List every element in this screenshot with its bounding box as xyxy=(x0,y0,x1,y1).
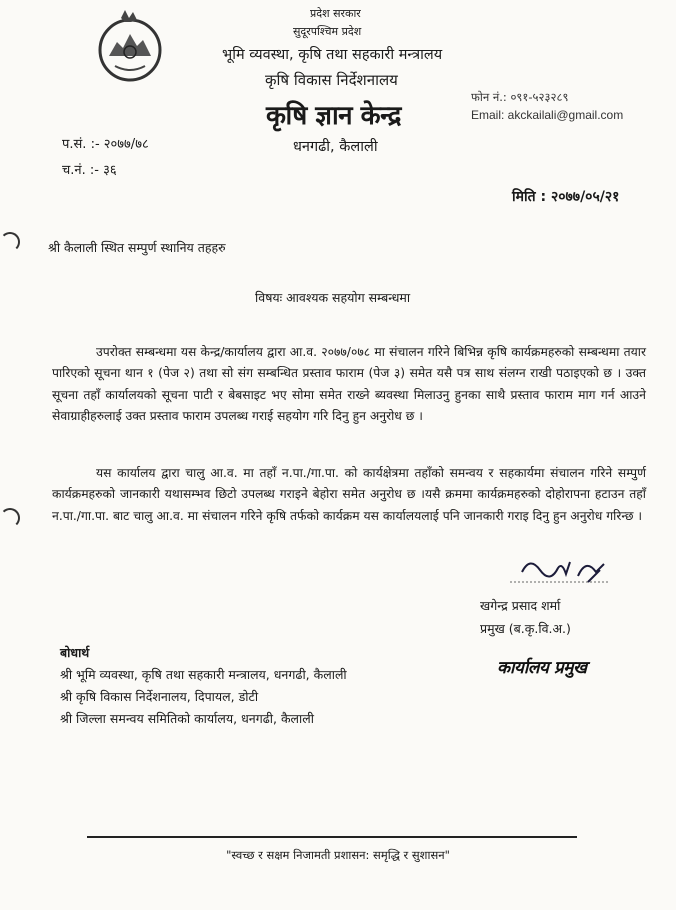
nepal-emblem-icon xyxy=(95,8,165,84)
punch-hole-mark xyxy=(0,508,20,528)
cc-item: श्री कृषि विकास निर्देशनालय, दिपायल, डोटी xyxy=(60,689,259,704)
cc-item: श्री जिल्ला समन्वय समितिको कार्यालय, धनगढी, कैलाली xyxy=(60,711,314,726)
office-name: कृषि ज्ञान केन्द्र xyxy=(266,101,401,131)
office-head-stamp: कार्यालय प्रमुख xyxy=(497,658,587,678)
punch-hole-mark xyxy=(0,232,20,252)
cc-heading: बोधार्थ xyxy=(60,645,90,660)
body-paragraph-2: यस कार्यालय द्वारा चालु आ.व. मा तहाँ न.पा./गा.पा. को कार्यक्षेत्रमा तहाँको समन्वय र सहकार्यमा संचालन गरिने सम्पुर्ण कार्यक्रमहरुको जानकारी यथासम्भव छिटो उपलब्ध गराइने बेहोरा समेत अनुरोध छ ।यसै क्रममा कार्यक्रमहरुको दोहोरापना हटाउन तहाँ न.पा./गा.पा. बाट चालु आ.व. मा संचालन गरिने कृषि तर्फको कार्यक्रम यस कार्यालयलाई पनि जानकारी गराइ दिनु हुन अनुरोध गरिन्छ । xyxy=(52,466,646,523)
cc-item: श्री भूमि व्यवस्था, कृषि तथा सहकारी मन्त्रालय, धनगढी, कैलाली xyxy=(60,667,347,682)
phone-number: फोन नं.: ०९१-५२३२८९ xyxy=(471,90,569,104)
footer-slogan: "स्वच्छ र सक्षम निजामती प्रशासन: समृद्धि र सुशासन" xyxy=(226,848,450,862)
header-line-province: सुदूरपश्चिम प्रदेश xyxy=(293,25,362,38)
header-line-province-govt: प्रदेश सरकार xyxy=(310,7,361,20)
letter-reference-number: प.सं. :- २०७७/७८ xyxy=(62,137,149,152)
letter-date: मिति : २०७७/०५/२१ xyxy=(512,189,620,205)
signatory-name: खगेन्द्र प्रसाद शर्मा xyxy=(480,598,561,613)
subject-line: विषयः आवश्यक सहयोग सम्बन्धमा xyxy=(255,290,411,305)
office-location: धनगढी, कैलाली xyxy=(293,139,378,155)
signatory-title: प्रमुख (ब.कृ.वि.अ.) xyxy=(480,621,571,636)
email-address[interactable]: Email: akckailali@gmail.com xyxy=(471,108,624,122)
addressee: श्री कैलाली स्थित सम्पुर्ण स्थानिय तहहरु xyxy=(48,240,226,255)
dispatch-number: च.नं. :- ३६ xyxy=(62,163,117,178)
header-line-ministry: भूमि व्यवस्था, कृषि तथा सहकारी मन्त्रालय xyxy=(222,47,443,63)
footer-divider xyxy=(87,836,577,838)
body-paragraph-1: उपरोक्त सम्बन्धमा यस केन्द्र/कार्यालय द्वारा आ.व. २०७७/०७८ मा संचालन गरिने बिभिन्न कृषि कार्यक्रमहरुको सम्बन्धमा तयार पारिएको सूचना थान १ (पेज २) तथा सो संग सम्बन्धित प्रस्ताव फाराम (पेज ३) समेत यसै पत्र साथ संलग्न राखी पठाइएको छ । उक्त सूचना तहाँ कार्यालयको सूचना पाटी र बेबसाइट भए सोमा समेत राख्ने ब्यवस्था मिलाउनु हुनका साथै प्रस्ताव फाराम माग गर्न आउने सेवाग्राहीहरुलाई उक्त प्रस्ताव फाराम उपलब्ध गराई सहयोग गरि दिनु हुन अनुरोध छ । xyxy=(52,345,646,423)
header-line-directorate: कृषि विकास निर्देशनालय xyxy=(265,71,398,89)
cc-list xyxy=(60,664,347,730)
handwritten-signature xyxy=(500,552,625,592)
